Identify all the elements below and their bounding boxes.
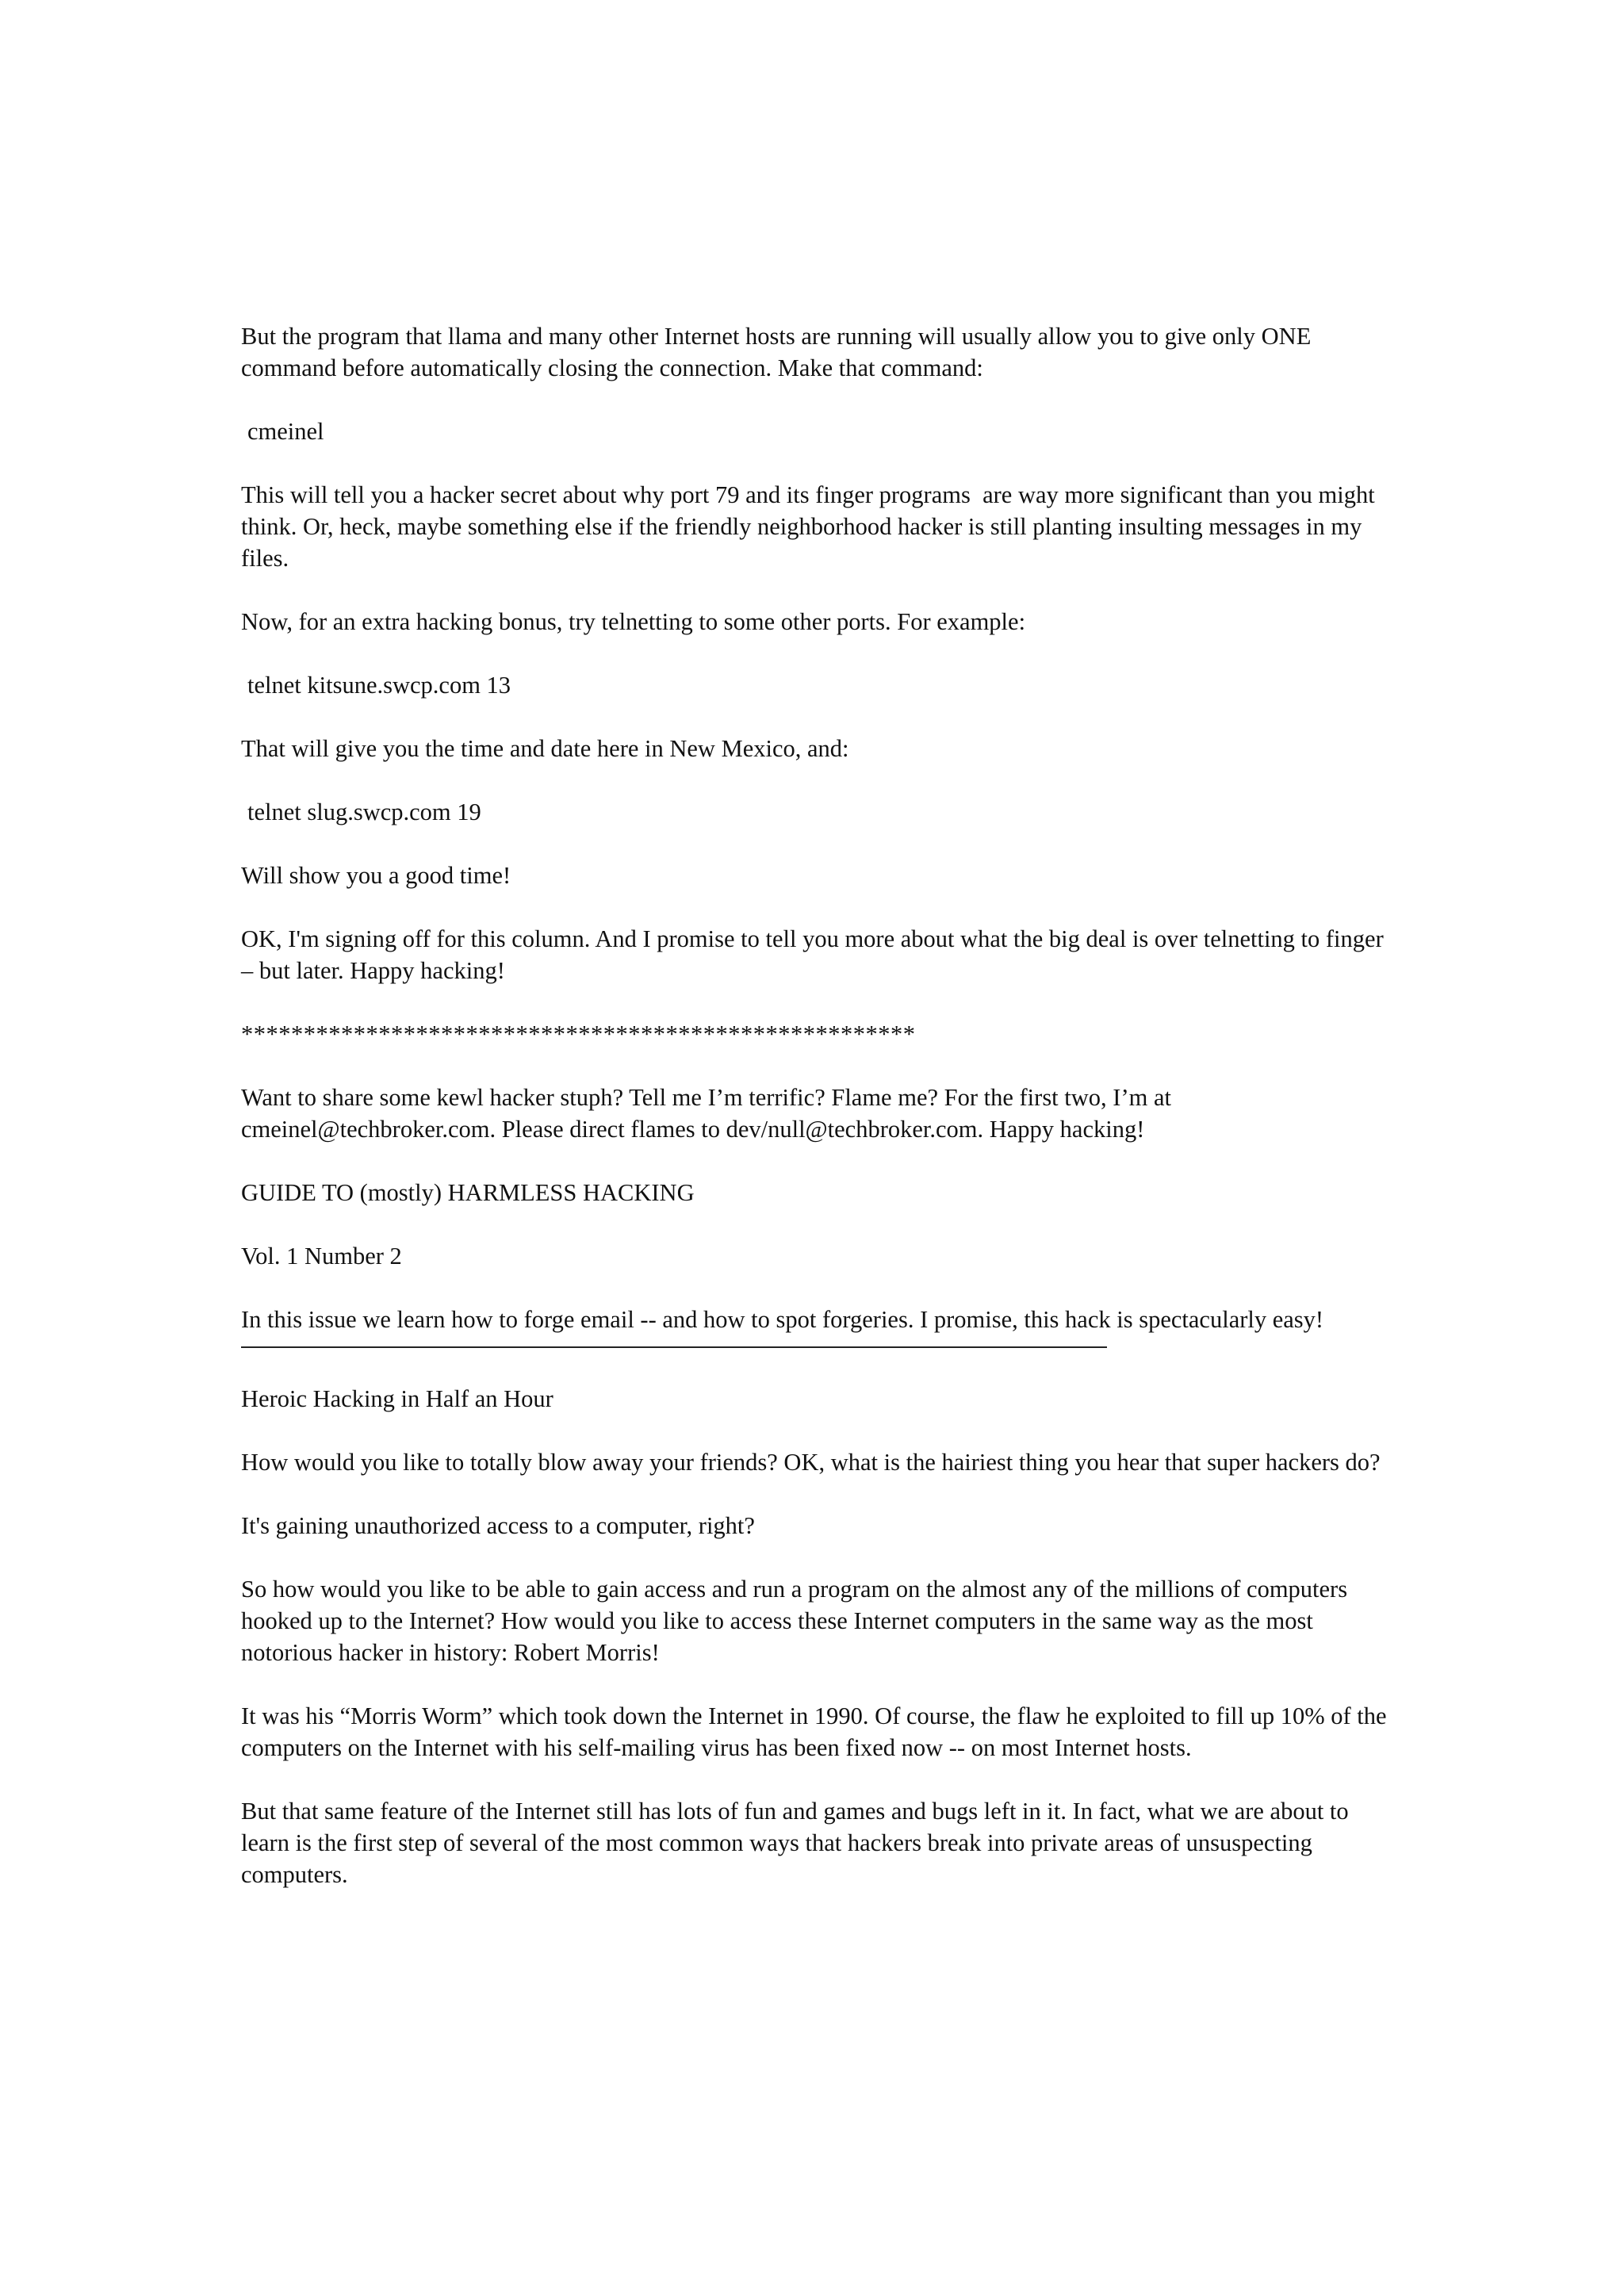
paragraph-one-command: But the program that llama and many other Internet hosts are running will usually allow you to give only ONE command before automatically closing the connection. Make that command: [241,323,1317,381]
document-body [241,320,1399,1922]
paragraph-fun-and-games: But that same feature of the Internet still has lots of fun and games and bugs left in it. In fact, what we are about to learn is the first step of several of the most common ways that hackers break into private areas of unsuspecting computers. [241,1798,1355,1888]
paragraph-extra-bonus: Now, for an extra hacking bonus, try telnetting to some other ports. For example: [241,608,1026,635]
paragraph-signing-off: OK, I'm signing off for this column. And I promise to tell you more about what the big deal is over telnetting to finger – but later. Happy hacking! [241,925,1390,984]
paragraph-unauthorized-access: It's gaining unauthorized access to a computer, right? [241,1512,755,1539]
paragraph-contact: Want to share some kewl hacker stuph? Tell me I’m terrific? Flame me? For the first two, I’m at cmeinel@techbroker.com. Please direct flames to dev/null@techbroker.com. Happy hacking! [241,1084,1178,1143]
paragraph-issue-intro: In this issue we learn how to forge email -- and how to spot forgeries. I promise, this hack is spectacularly easy! [241,1306,1324,1333]
section-heading: Heroic Hacking in Half an Hour [241,1385,553,1412]
asterisk-separator: ****************************************************** [241,1021,916,1047]
horizontal-rule [241,1346,1107,1348]
command-telnet-slug: telnet slug.swcp.com 19 [247,798,481,825]
paragraph-good-time: Will show you a good time! [241,862,511,889]
paragraph-blow-away-friends: How would you like to totally blow away your friends? OK, what is the hairiest thing you hear that super hackers do? [241,1449,1381,1476]
command-cmeinel: cmeinel [247,418,324,445]
paragraph-time-date: That will give you the time and date here in New Mexico, and: [241,735,849,762]
guide-title: GUIDE TO (mostly) HARMLESS HACKING [241,1179,695,1206]
volume-number: Vol. 1 Number 2 [241,1243,402,1270]
command-telnet-kitsune: telnet kitsune.swcp.com 13 [247,672,511,699]
paragraph-robert-morris: So how would you like to be able to gain access and run a program on the almost any of the millions of computers hooked up to the Internet? How would you like to access these Internet computers in the same way as the most notorious hacker in history: Robert Morris! [241,1576,1354,1666]
paragraph-port-79-secret: This will tell you a hacker secret about why port 79 and its finger programs are way more significant than you might think. Or, heck, maybe something else if the friendly neighborhood hacker is still planting insulting messages in my files. [241,481,1381,572]
paragraph-morris-worm: It was his “Morris Worm” which took down the Internet in 1990. Of course, the flaw he exploited to fill up 10% of the computers on the Internet with his self-mailing virus has been fixed now -- on most Internet hosts. [241,1702,1393,1761]
